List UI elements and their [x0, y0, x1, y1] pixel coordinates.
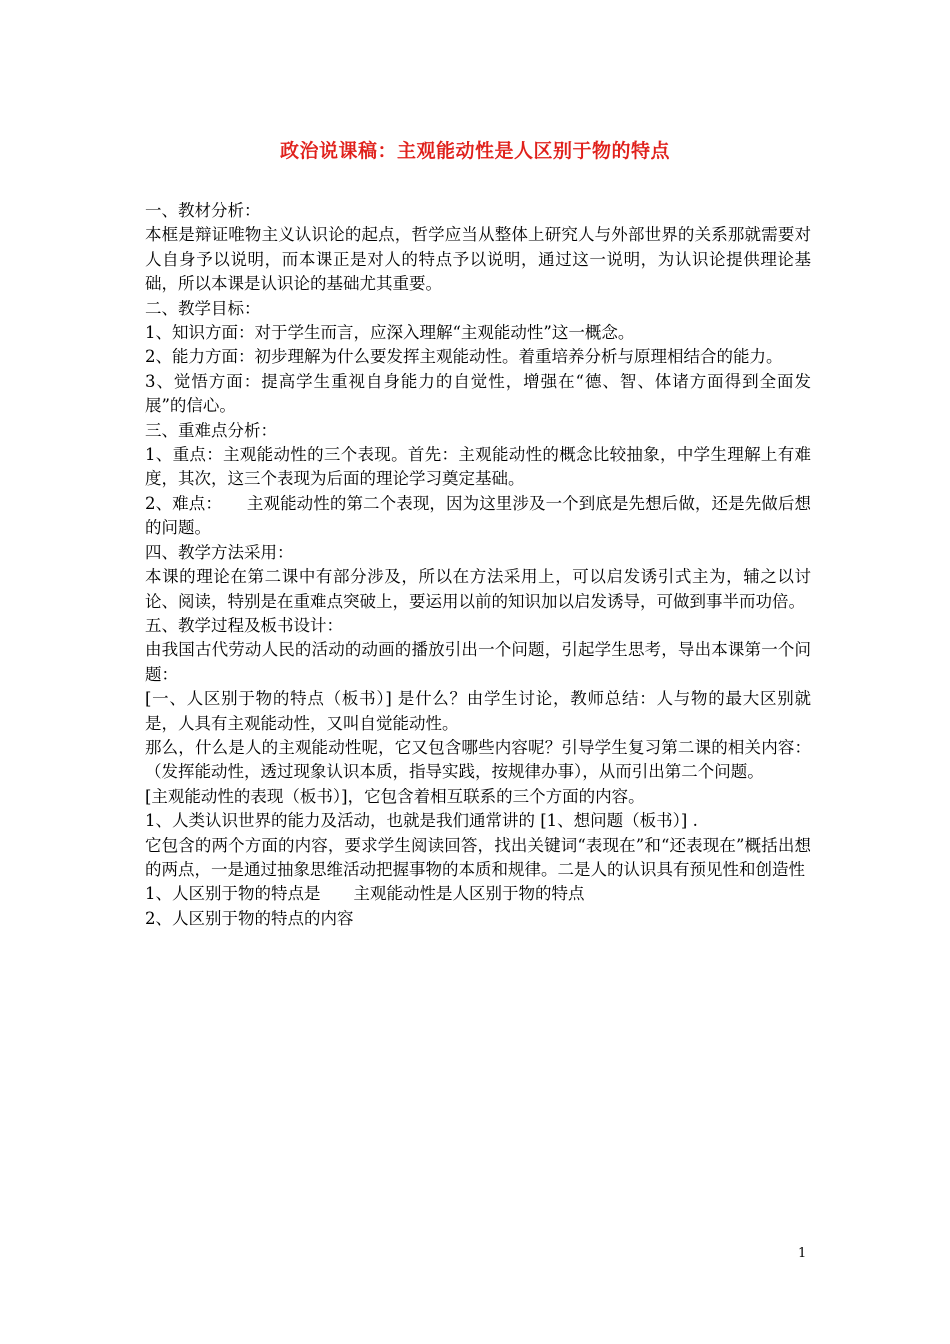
- section-heading-analysis: 一、教材分析：: [145, 201, 261, 220]
- outline-item-one: 1、人区别于物的特点是 主观能动性是人区别于物的特点: [145, 884, 585, 904]
- paragraph-analysis: 本框是辩证唯物主义认识论的起点，哲学应当从整体上研究人与外部世界的关系那就需要对人自身予以说明，而本课正是对人的特点予以说明，通过这一说明，为认识论提供理论基础，所以本课是认识论的基础尤其重要。: [145, 225, 811, 294]
- paragraph-methods: 本课的理论在第二课中有部分涉及，所以在方法采用上，可以启发诱引式主为，辅之以讨论、阅读，特别是在重难点突破上，要运用以前的知识加以启发诱导，可做到事半而功倍。: [145, 567, 811, 611]
- section-heading-methods: 四、教学方法采用：: [145, 542, 294, 562]
- document-body: [145, 199, 811, 931]
- paragraph-manifestation: [主观能动性的表现（板书）]，它包含着相互联系的三个方面的内容。: [145, 786, 645, 806]
- page-title: 政治说课稿：主观能动性是人区别于物的特点: [279, 139, 670, 162]
- paragraph-question-two-intro: 那么，什么是人的主观能动性呢，它又包含哪些内容呢？引导学生复习第二课的相关内容：（发挥能动性，透过现象认识本质，指导实践，按规律办事），从而引出第二个问题。: [145, 737, 811, 782]
- paragraph-question-one: [一、人区别于物的特点（板书）] 是什么？由学生讨论，教师总结：人与物的最大区别就是，人具有主观能动性，又叫自觉能动性。: [145, 689, 811, 733]
- section-heading-key-points: 三、重难点分析：: [145, 420, 277, 440]
- paragraph-first-manifestation: 1、人类认识世界的能力及活动，也就是我们通常讲的 [1、想问题（板书）] .: [145, 811, 698, 831]
- outline-item-two: 2、人区别于物的特点的内容: [145, 908, 354, 928]
- section-heading-goals: 二、教学目标：: [145, 298, 261, 318]
- difficult-point: 2、难点： 主观能动性的第二个表现，因为这里涉及一个到底是先想后做，还是先做后想的问题。: [145, 493, 811, 538]
- paragraph-first-manifestation-detail: 它包含的两个方面的内容，要求学生阅读回答，找出关键词“表现在”和“还表现在”概括出想的两点，一是通过抽象思维活动把握事物的本质和规律。二是人的认识具有预见性和创造性: [145, 835, 811, 879]
- goal-ability: 2、能力方面：初步理解为什么要发挥主观能动性。着重培养分析与原理相结合的能力。: [145, 347, 783, 367]
- goal-knowledge: 1、知识方面：对于学生而言，应深入理解“主观能动性”这一概念。: [145, 323, 635, 343]
- paragraph-process-intro: 由我国古代劳动人民的活动的动画的播放引出一个问题，引起学生思考，导出本课第一个问题：: [145, 640, 811, 684]
- goal-awareness: 3、觉悟方面：提高学生重视自身能力的自觉性，增强在“德、智、体诸方面得到全面发展”的信心。: [145, 371, 811, 416]
- page-number: 1: [798, 1246, 807, 1261]
- key-point: 1、重点：主观能动性的三个表现。首先：主观能动性的概念比较抽象，中学生理解上有难度，其次，这三个表现为后面的理论学习奠定基础。: [145, 445, 811, 489]
- section-heading-process: 五、教学过程及板书设计：: [145, 615, 343, 635]
